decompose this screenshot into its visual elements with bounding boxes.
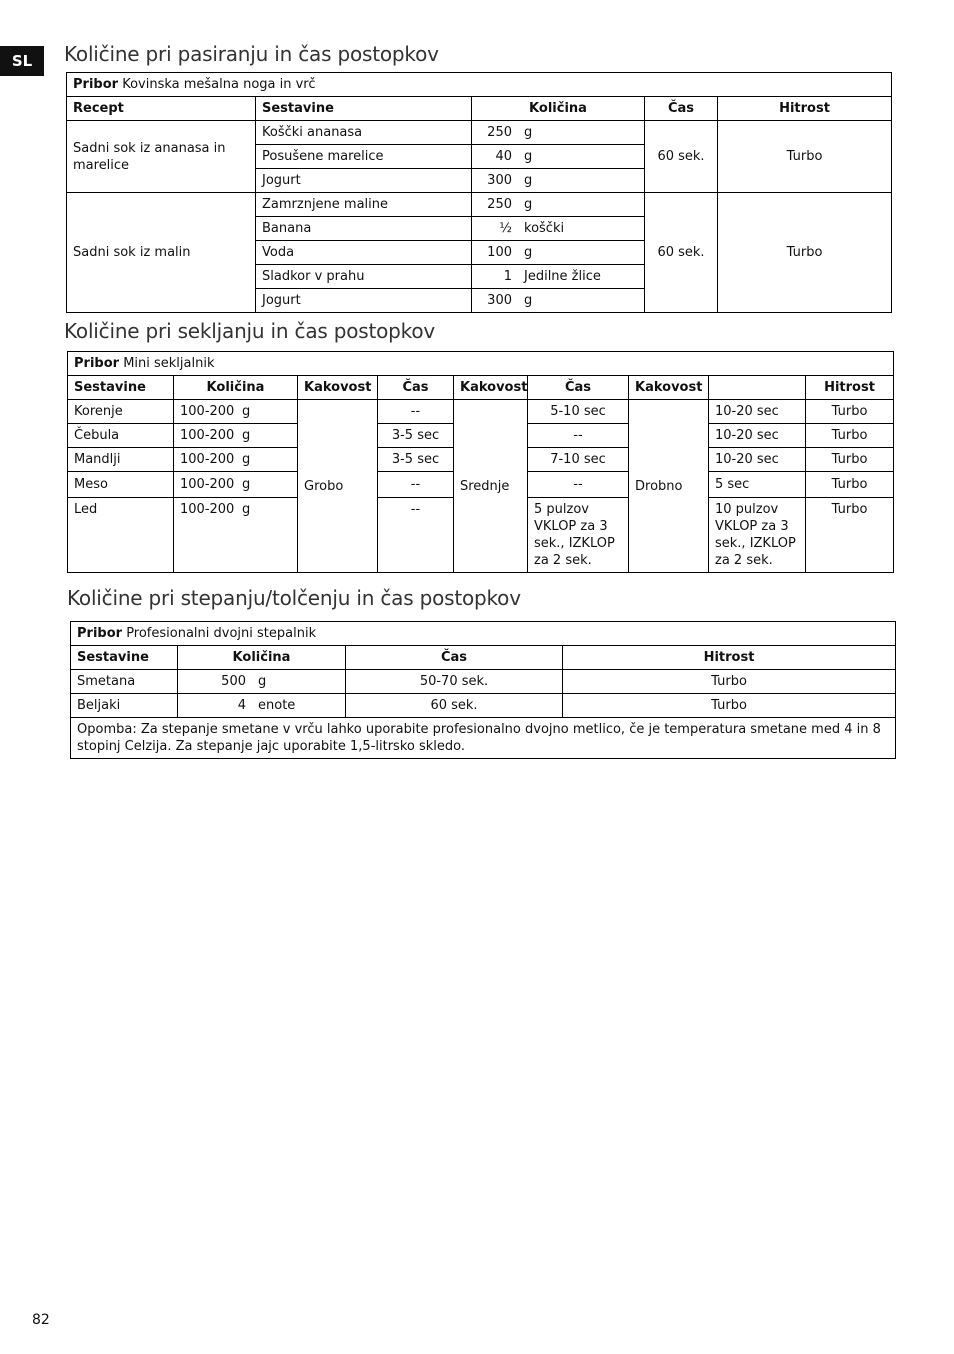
section-title-pureeing: Količine pri pasiranju in čas postopkov [64,42,439,66]
header-row [67,97,892,121]
time-fine: 10-20 sec [709,400,806,424]
time-coarse: -- [378,400,454,424]
header-cell: Recept [67,97,256,121]
speed: Turbo [806,448,894,472]
pureeing-table [66,72,892,313]
ingredient: Zamrznjene maline [256,193,472,217]
quantity: 100-200 g [174,424,298,448]
recipe-name: Sadni sok iz malin [67,193,256,313]
speed: Turbo [718,193,892,313]
ingredient: Sladkor v prahu [256,265,472,289]
time: 60 sek. [346,694,563,718]
note: Opomba: Za stepanje smetane v vrču lahko uporabite profesionalno dvojno metlico, če je temperatura smetane med 4 in 8 stopinj Celzija. Za stepanje jajc uporabite 1,5-litrsko skledo. [71,718,896,759]
table-row [67,121,892,145]
accessory-row [68,352,894,376]
time-fine: 5 sec [709,472,806,498]
time-coarse: 3-5 sec [378,424,454,448]
header-cell: Hitrost [718,97,892,121]
ingredient: Koščki ananasa [256,121,472,145]
speed: Turbo [806,472,894,498]
accessory-label: Pribor [73,77,119,92]
note-row [71,718,896,759]
quality-coarse: Grobo [298,400,378,573]
header-cell: Čas [645,97,718,121]
quantity: 250 g [472,121,645,145]
ingredient: Meso [68,472,174,498]
header-cell: Čas [346,646,563,670]
time: 60 sek. [645,121,718,193]
quantity: 300 g [472,289,645,313]
quantity: ½ koščki [472,217,645,241]
ingredient: Smetana [71,670,178,694]
header-cell: Kakovost [298,376,378,400]
language-tab: SL [0,46,44,76]
speed: Turbo [563,694,896,718]
header-cell: Sestavine [256,97,472,121]
time-medium: -- [528,472,629,498]
recipe-name: Sadni sok iz ananasa in marelice [67,121,256,193]
header-cell: Kakovost [629,376,709,400]
accessory-label: Pribor [74,356,120,371]
ingredient: Banana [256,217,472,241]
quantity: 300 g [472,169,645,193]
ingredient: Čebula [68,424,174,448]
header-row [68,376,894,400]
accessory-value: Mini sekljalnik [123,356,215,371]
ingredient: Jogurt [256,169,472,193]
header-cell: Čas [378,376,454,400]
header-cell: Količina [472,97,645,121]
time-fine: 10-20 sec [709,448,806,472]
quantity: 100-200 g [174,498,298,573]
quantity: 4 enote [178,694,346,718]
quality-medium: Srednje [454,400,528,573]
time-medium: 7-10 sec [528,448,629,472]
table-row [67,193,892,217]
accessory-label: Pribor [77,626,123,641]
section-title-whipping: Količine pri stepanju/tolčenju in čas postopkov [67,586,521,610]
accessory-row [71,622,896,646]
whipping-table [70,621,896,759]
header-cell [709,376,806,400]
time-coarse: 3-5 sec [378,448,454,472]
time-fine: 10 pulzov VKLOP za 3 sek., IZKLOP za 2 sek. [709,498,806,573]
time-coarse: -- [378,472,454,498]
quantity: 40 g [472,145,645,169]
header-cell: Hitrost [806,376,894,400]
time-fine: 10-20 sec [709,424,806,448]
page-number: 82 [32,1312,50,1328]
ingredient: Voda [256,241,472,265]
time-coarse: -- [378,498,454,573]
quantity: 1 Jedilne žlice [472,265,645,289]
time-medium: 5-10 sec [528,400,629,424]
table-row [71,694,896,718]
time: 50-70 sek. [346,670,563,694]
ingredient: Beljaki [71,694,178,718]
quantity: 500 g [178,670,346,694]
time-medium: -- [528,424,629,448]
time: 60 sek. [645,193,718,313]
speed: Turbo [806,424,894,448]
quantity: 100 g [472,241,645,265]
header-cell: Hitrost [563,646,896,670]
header-cell: Količina [178,646,346,670]
speed: Turbo [806,400,894,424]
accessory-value: Profesionalni dvojni stepalnik [126,626,317,641]
header-cell: Količina [174,376,298,400]
time-medium: 5 pulzov VKLOP za 3 sek., IZKLOP za 2 sek. [528,498,629,573]
quantity: 100-200 g [174,448,298,472]
quantity: 100-200 g [174,400,298,424]
chopping-table [67,351,894,573]
table-row [71,670,896,694]
quantity: 100-200 g [174,472,298,498]
header-cell: Kakovost [454,376,528,400]
ingredient: Jogurt [256,289,472,313]
ingredient: Mandlji [68,448,174,472]
quantity: 250 g [472,193,645,217]
speed: Turbo [718,121,892,193]
ingredient: Korenje [68,400,174,424]
ingredient: Led [68,498,174,573]
header-cell: Sestavine [71,646,178,670]
header-row [71,646,896,670]
header-cell: Čas [528,376,629,400]
speed: Turbo [563,670,896,694]
speed: Turbo [806,498,894,573]
accessory-row [67,73,892,97]
accessory-value: Kovinska mešalna noga in vrč [122,77,316,92]
section-title-chopping: Količine pri sekljanju in čas postopkov [64,319,436,343]
header-cell: Sestavine [68,376,174,400]
quality-fine: Drobno [629,400,709,573]
table-row [68,400,894,424]
ingredient: Posušene marelice [256,145,472,169]
